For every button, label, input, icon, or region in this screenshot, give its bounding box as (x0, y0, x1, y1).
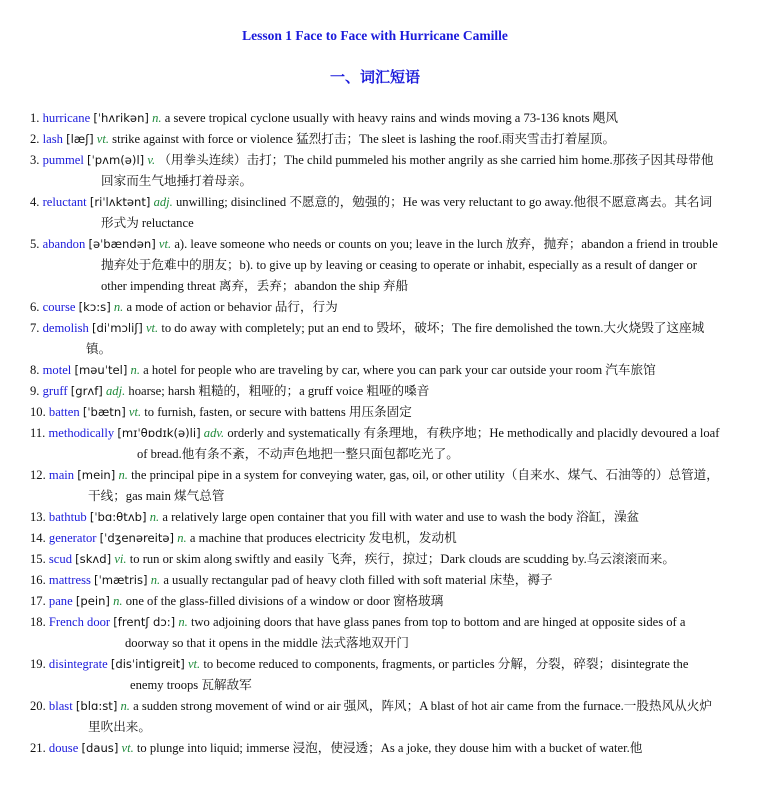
entry-phonetic: [daus] (81, 741, 119, 755)
entry-definition: hoarse; harsh 粗糙的，粗哑的；a gruff voice 粗哑的嗓音 (128, 384, 430, 398)
entry-phonetic: [ˈdʒenəreitə] (99, 531, 175, 545)
entry-number: 8. (30, 363, 40, 377)
entry-definition: strike against with force or violence 猛烈打击；The sleet is lashing the roof.雨夹雪击打着屋顶。 (112, 132, 616, 146)
entry-pos: adj. (153, 195, 173, 209)
entry-phonetic: [ˈpʌm(ə)l] (87, 153, 145, 167)
entry-pos: n. (113, 594, 123, 608)
entry-phonetic: [mein] (77, 468, 116, 482)
entry-phonetic: [blɑ:st] (75, 699, 118, 713)
entry-phonetic: [məuˈtel] (74, 363, 128, 377)
entry-phonetic: [kɔ:s] (78, 300, 111, 314)
entry-definition: unwilling; disinclined 不愿意的，勉强的；He was very reluctant to go away.他很不愿意离去。其名词形式为 reluctance (101, 195, 713, 230)
entry-number: 7. (30, 321, 40, 335)
entry-number: 16. (30, 573, 46, 587)
entry-pos: vt. (128, 405, 142, 419)
vocab-entry (0, 360, 772, 381)
vocab-entry (0, 549, 772, 570)
entry-phonetic: [əˈbændən] (88, 237, 156, 251)
entry-number: 4. (30, 195, 40, 209)
entry-definition: a). leave someone who needs or counts on you; leave in the lurch 放弃，抛弃；abandon a friend in trouble 抛弃处于危难中的朋友；b). to give up by leaving or ceasing to operate or inhabit, especially as a result of danger or other impending threat 离弃，丢弃；abandon the ship 弃船 (101, 237, 718, 293)
entry-number: 1. (30, 111, 40, 125)
vocab-entry (0, 129, 772, 150)
entry-definition: to furnish, fasten, or secure with battens 用压条固定 (144, 405, 412, 419)
entry-word: pummel (42, 153, 84, 167)
entry-pos: vt. (121, 741, 134, 755)
entry-word: methodically (48, 426, 115, 440)
entry-pos: vt. (145, 321, 159, 335)
entry-number: 14. (30, 531, 46, 545)
vocab-entry (0, 423, 772, 465)
entry-definition: to become reduced to components, fragments, or particles 分解，分裂，碎裂；disintegrate the enemy troops 瓦解敌军 (130, 657, 689, 692)
vocab-entry (0, 108, 772, 129)
entry-definition: a sudden strong movement of wind or air 强风，阵风；A blast of hot air came from the furnace.一股热风从火炉里吹出来。 (88, 699, 712, 734)
entry-phonetic: [skʌd] (75, 552, 112, 566)
entry-word: disintegrate (48, 657, 108, 671)
entry-word: reluctant (42, 195, 87, 209)
entry-word: lash (42, 132, 63, 146)
entry-number: 5. (30, 237, 40, 251)
entry-number: 20. (30, 699, 46, 713)
entry-word: pane (48, 594, 73, 608)
entry-definition: a relatively large open container that you fill with water and use to wash the body 浴缸，澡盆 (162, 510, 640, 524)
entry-word: generator (48, 531, 97, 545)
entry-word: mattress (48, 573, 91, 587)
entry-word: French door (48, 615, 111, 629)
entry-number: 10. (30, 405, 46, 419)
entry-word: abandon (42, 237, 86, 251)
entry-pos: adj. (106, 384, 126, 398)
entry-definition: to plunge into liquid; immerse 浸泡，使浸透；As a joke, they douse him with a bucket of water.他 (136, 741, 643, 755)
vocab-entry (0, 234, 772, 297)
entry-definition: a mode of action or behavior 品行，行为 (126, 300, 338, 314)
vocab-entry (0, 297, 772, 318)
vocab-entry (0, 654, 772, 696)
entry-definition: orderly and systematically 有条理地，有秩序地；He methodically and placidly devoured a loaf of bread.他有条不紊，不动声色地把一整只面包都吃光了。 (137, 426, 720, 461)
entry-pos: n. (130, 363, 140, 377)
entry-word: scud (48, 552, 72, 566)
entry-number: 3. (30, 153, 40, 167)
entry-pos: vt. (158, 237, 172, 251)
entry-number: 6. (30, 300, 40, 314)
entry-definition: two adjoining doors that have glass panes from top to bottom and are hinged at opposite sides of a doorway so that it opens in the middle 法式落地双开门 (125, 615, 686, 650)
entry-pos: vi. (114, 552, 127, 566)
vocab-entry (0, 528, 772, 549)
entry-definition: the principal pipe in a system for conveying water, gas, oil, or other utility（自来水、煤气、石油等的）总管道，干线；gas main 煤气总管 (88, 468, 719, 503)
entry-word: hurricane (42, 111, 91, 125)
entry-word: bathtub (48, 510, 87, 524)
entry-definition: a hotel for people who are traveling by car, where you can park your car outside your room 汽车旅馆 (143, 363, 656, 377)
entry-pos: adv. (203, 426, 225, 440)
entry-word: gruff (42, 384, 68, 398)
entry-definition: a machine that produces electricity 发电机，发动机 (189, 531, 457, 545)
entry-word: motel (42, 363, 72, 377)
vocabulary-list (0, 108, 772, 759)
entry-definition: a usually rectangular pad of heavy cloth filled with soft material 床垫，褥子 (163, 573, 553, 587)
entry-phonetic: [disˈintigreit] (110, 657, 185, 671)
entry-pos: n. (177, 531, 187, 545)
entry-word: main (48, 468, 75, 482)
entry-pos: vt. (187, 657, 201, 671)
entry-definition: one of the glass-filled divisions of a window or door 窗格玻璃 (125, 594, 444, 608)
vocab-entry (0, 507, 772, 528)
entry-phonetic: [mɪˈθɒdɪk(ə)li] (117, 426, 201, 440)
entry-word: douse (48, 741, 79, 755)
entry-number: 19. (30, 657, 46, 671)
entry-definition: to do away with completely; put an end to 毁坏，破坏；The fire demolished the town.大火烧毁了这座城镇。 (86, 321, 705, 356)
entry-word: blast (48, 699, 73, 713)
entry-phonetic: [ˈbɑ:θtʌb] (89, 510, 147, 524)
section-title: 一、词汇短语 (329, 68, 420, 86)
entry-number: 15. (30, 552, 46, 566)
entry-word: course (42, 300, 76, 314)
entry-phonetic: [ˈhʌrikən] (93, 111, 149, 125)
entry-phonetic: [ˈmætris] (94, 573, 148, 587)
entry-pos: n. (120, 699, 130, 713)
entry-phonetic: [grʌf] (70, 384, 103, 398)
vocab-entry (0, 465, 772, 507)
entry-definition: a severe tropical cyclone usually with heavy rains and winds moving a 73-136 knots 飓风 (164, 111, 618, 125)
entry-phonetic: [riˈlʌktənt] (89, 195, 151, 209)
entry-number: 9. (30, 384, 40, 398)
entry-pos: n. (152, 111, 162, 125)
entry-pos: vt. (96, 132, 110, 146)
entry-number: 18. (30, 615, 46, 629)
entry-pos: n. (178, 615, 188, 629)
entry-number: 17. (30, 594, 46, 608)
entry-definition: （用拳头连续）击打；The child pummeled his mother angrily as she carried him home.那孩子因其母带他回家而生气地捶打着母亲。 (101, 153, 714, 188)
entry-number: 21. (30, 741, 46, 755)
lesson-title: Lesson 1 Face to Face with Hurricane Camille (242, 28, 508, 43)
vocab-entry (0, 696, 772, 738)
entry-phonetic: [pein] (75, 594, 110, 608)
vocab-entry (0, 150, 772, 192)
vocab-entry (0, 570, 772, 591)
entry-phonetic: [ˈbætn] (82, 405, 126, 419)
entry-definition: to run or skim along swiftly and easily 飞奔，疾行，掠过；Dark clouds are scudding by.乌云滚滚而来。 (129, 552, 675, 566)
vocab-entry (0, 381, 772, 402)
vocab-entry (0, 738, 772, 759)
entry-number: 12. (30, 468, 46, 482)
entry-number: 13. (30, 510, 46, 524)
entry-pos: v. (147, 153, 156, 167)
entry-pos: n. (113, 300, 124, 314)
entry-phonetic: [læʃ] (66, 132, 94, 146)
vocab-entry (0, 612, 772, 654)
entry-word: demolish (42, 321, 89, 335)
entry-phonetic: [frentʃ dɔ:] (113, 615, 176, 629)
vocab-entry (0, 318, 772, 360)
entry-pos: n. (150, 573, 161, 587)
entry-number: 2. (30, 132, 40, 146)
entry-phonetic: [diˈmɔliʃ] (91, 321, 143, 335)
entry-pos: n. (118, 468, 128, 482)
vocab-entry (0, 192, 772, 234)
entry-word: batten (48, 405, 80, 419)
vocab-entry (0, 591, 772, 612)
entry-pos: n. (149, 510, 160, 524)
vocab-entry (0, 402, 772, 423)
entry-number: 11. (30, 426, 46, 440)
